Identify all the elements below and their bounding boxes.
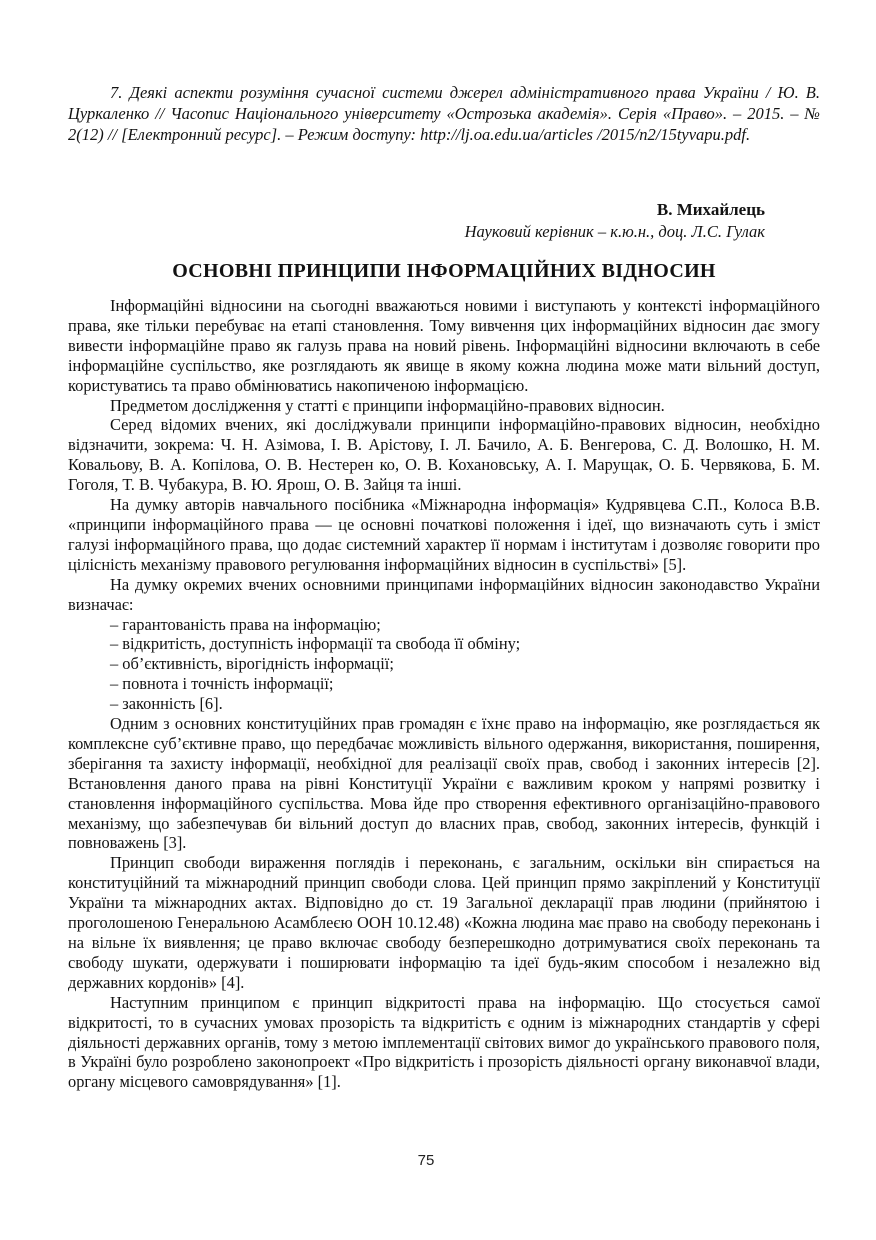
principle-item: – законність [6]. [110, 694, 223, 714]
body-paragraph: На думку авторів навчального посібника «Міжнародна інформація» Кудрявцева С.П., Колоса В.В. «принципи інформаційного права — це основні початкові положення і ідеї, що визначають суть і зміст галузі інформаційного права, що додає системний характер її нормам і інститутам і дозволяє говорити про цілісність механізму правового регулювання інформаційних відносин в суспільстві» [5]. [68, 495, 820, 574]
author-name: В. Михайлець [656, 200, 765, 219]
byline [68, 199, 765, 242]
article-body [68, 296, 820, 1092]
article-title: ОСНОВНІ ПРИНЦИПИ ІНФОРМАЦІЙНИХ ВІДНОСИН [172, 260, 716, 282]
body-paragraph: Принцип свободи вираження поглядів і переконань, є загальним, оскільки він спирається на конституційний та міжнародний принцип свободи слова. Цей принцип прямо закріплений у Конституції України та міжнародних актах. Відповідно до ст. 19 Загальної декларації прав людини (прийнятою і проголошеною Генеральною Асамблеєю ООН 10.12.48) «Кожна людина має право на свободу переконань і на вільне їх виявлення; це право включає свободу безперешкодно дотримуватися своїх переконань та свободу шукати, одержувати і поширювати інформацію та ідеї будь-яким способом і незалежно від державних кордонів» [4]. [68, 853, 820, 992]
supervisor-line: Науковий керівник – к.ю.н., доц. Л.С. Гулак [464, 221, 765, 241]
principle-item: – повнота і точність інформації; [110, 674, 334, 694]
principles-list [68, 615, 820, 715]
page-number: 75 [417, 1152, 435, 1169]
body-paragraph: Серед відомих вчених, які досліджували принципи інформаційно-правових відносин, необхідно відзначити, зокрема: Ч. Н. Азімова, І. В. Арістову, І. Л. Бачило, А. Б. Венгерова, С. Д. Волошко, Н. М. Ковальову, В. А. Копілова, О. В. Нестерен ко, О. В. Кохановську, А. І. Марущак, О. Б. Червякова, Б. М. Гоголя, Т. В. Чубакура, В. Ю. Ярош, О. В. Зайця та інші. [68, 415, 820, 495]
body-paragraph: Інформаційні відносини на сьогодні вважаються новими і виступають у контексті інформаційного права, яке тільки перебуває на етапі становлення. Тому вивчення цих інформаційних відносин дає змогу вивести інформаційне право як галузь права на новий рівень. Інформаційні відносини включають в себе інформаційне суспільство, яке розглядають як явище в якому кожна людина може мати вільний доступ, користуватись та право обмінюватись накопиченою інформацією. [68, 296, 820, 395]
principle-item: – відкритість, доступність інформації та свобода її обміну; [110, 634, 521, 654]
principle-item: – об’єктивність, вірогідність інформації; [110, 654, 394, 674]
body-paragraph: Одним з основних конституційних прав громадян є їхнє право на інформацію, яке розглядається як комплексне суб’єктивне право, що передбачає можливість вільного одержання, використання, поширення, зберігання та захисту інформації, необхідної для реалізації своїх прав, свобод і законних інтересів [2]. Встановлення даного права на рівні Конституції України є важливим кроком у напрямі розвитку і становлення інформаційного суспільства. Мова йде про створення ефективного організаційно-правового механізму, що забезпечував би вільний доступ до власних прав, свобод, законних інтересів, функцій і повноважень [3]. [68, 714, 820, 853]
principle-item: – гарантованість права на інформацію; [110, 614, 381, 634]
body-paragraph: Предметом дослідження у статті є принципи інформаційно-правових відносин. [110, 395, 665, 415]
reference-citation: 7. Деякі аспекти розуміння сучасної системи джерел адміністративного права України / Ю. В. Цуркаленко // Часопис Національного університету «Острозька академія». Серія «Право». – 2015. – № 2(12) // [Електронний ресурс]. – Режим доступу: http://lj.oa.edu.ua/articles /2015/n2/15tyvapu.pdf. [68, 83, 820, 144]
body-paragraph: Наступним принципом є принцип відкритості права на інформацію. Що стосується самої відкритості, то в сучасних умовах прозорість та відкритість є одним із міжнародних стандартів у сфері діяльності державних органів, тому з метою імплементації світових вимог до українського правового поля, в Україні було розроблено законопроект «Про відкритість і прозорість діяльності органу виконавчої влади, органу місцевого самоврядування» [1]. [68, 992, 820, 1092]
body-paragraph: На думку окремих вчених основними принципами інформаційних відносин законодавство України визначає: [68, 574, 820, 614]
